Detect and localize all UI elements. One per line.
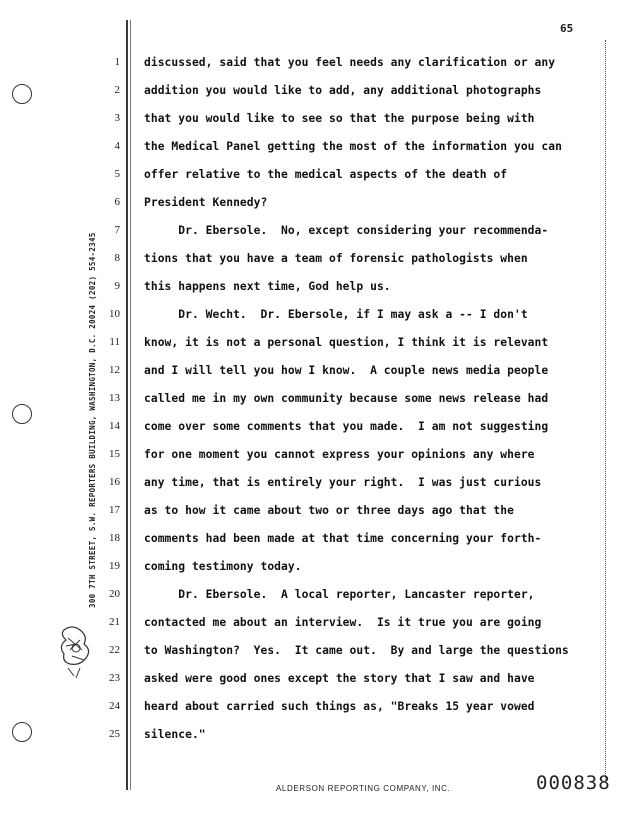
transcript-line: for one moment you cannot express your opinions any where: [144, 448, 535, 461]
transcript-line: contacted me about an interview. Is it true you are going: [144, 616, 542, 629]
line-number: 10: [109, 308, 120, 320]
line-number: 17: [109, 504, 120, 516]
transcript-line: this happens next time, God help us.: [144, 280, 391, 293]
line-number: 21: [109, 616, 120, 628]
transcript-line: President Kennedy?: [144, 196, 268, 209]
line-number: 14: [109, 420, 120, 432]
transcript-line: come over some comments that you made. I am not suggesting: [144, 420, 549, 433]
transcript-line: any time, that is entirely your right. I was just curious: [144, 476, 542, 489]
page-number: 65: [560, 22, 574, 35]
transcript-line: tions that you have a team of forensic pathologists when: [144, 252, 528, 265]
line-number: 8: [114, 252, 120, 264]
line-number: 20: [109, 588, 120, 600]
line-number: 9: [114, 280, 120, 292]
line-number: 11: [109, 336, 120, 348]
transcript-line: Dr. Ebersole. A local reporter, Lancaster reporter,: [144, 588, 535, 601]
line-number: 22: [109, 644, 120, 656]
line-number: 5: [114, 168, 120, 180]
line-number: 15: [109, 448, 120, 460]
transcript-line: heard about carried such things as, "Breaks 15 year vowed: [144, 700, 535, 713]
line-number: 6: [114, 196, 120, 208]
line-number: 1: [114, 56, 120, 68]
line-number: 19: [109, 560, 120, 572]
transcript-line: addition you would like to add, any additional photographs: [144, 84, 542, 97]
line-number: 13: [109, 392, 120, 404]
right-margin-rule: [605, 40, 606, 780]
transcript-line: comments had been made at that time concerning your forth-: [144, 532, 542, 545]
reporting-company-footer: ALDERSON REPORTING COMPANY, INC.: [276, 784, 451, 793]
transcript-line: know, it is not a personal question, I think it is relevant: [144, 336, 549, 349]
line-number: 7: [114, 224, 120, 236]
line-number: 25: [109, 728, 120, 740]
transcript-page: 300 7TH STREET, S.W. REPORTERS BUILDING, WASHINGTON, D.C. 20024 (202) 554-2345 65 1 2 3 4 5 6 7 8 9 10 11 12 13 14 15 16 17 18 19 20 21 22 23 24 25 discussed, said that you feel needs any clarification or any addition you would like to add, any additional photographs that you would like to see so that the purpose being with the Medical Panel getting the most of the information you can offer relative to the medical aspects of the death of President Kennedy? Dr. Ebersole. No, except considering your recommenda- tions that you have a team of forensic pathologists when this happens next time, God help us. Dr. Wecht. Dr. Ebersole, if I may ask a -- I don't know, it is not a personal question, I think it is relevant and I will tell you how I know. A couple news media people called me in my own community because some news release had come over some comments that you made. I am not suggesting for one moment you cannot express your opinions any where any time, that is entirely your right. I was just curious as to how it came about two or three days ago that the comments had been made at that time concerning your forth- coming testimony today. Dr. Ebersole. A local reporter, Lancaster reporter, contacted me about an interview. Is it true you are going to Washington? Yes. It came out. By and large the questions asked were good ones except the story that I saw and have heard about carried such things as, "Breaks 15 year vowed silence." ALDERSON REPORTING COMPANY, INC. 000838: [0, 0, 640, 824]
line-number: 16: [109, 476, 120, 488]
left-margin-rule: [126, 20, 128, 790]
transcript-line: called me in my own community because some news release had: [144, 392, 549, 405]
transcript-line: discussed, said that you feel needs any clarification or any: [144, 56, 556, 69]
line-number: 12: [109, 364, 120, 376]
transcript-line: silence.": [144, 728, 206, 741]
transcript-line: Dr. Wecht. Dr. Ebersole, if I may ask a -- I don't: [144, 308, 528, 321]
transcript-line: coming testimony today.: [144, 560, 302, 573]
binder-hole-middle: [12, 404, 32, 424]
left-margin-rule-inner: [130, 20, 131, 790]
line-number: 18: [109, 532, 120, 544]
transcript-line: asked were good ones except the story that I saw and have: [144, 672, 535, 685]
transcript-line: and I will tell you how I know. A couple news media people: [144, 364, 549, 377]
transcript-line: to Washington? Yes. It came out. By and large the questions: [144, 644, 569, 657]
transcript-line: the Medical Panel getting the most of the information you can: [144, 140, 562, 153]
line-number: 24: [109, 700, 120, 712]
line-number: 3: [114, 112, 120, 124]
binder-hole-bottom: [12, 722, 32, 742]
line-number: 4: [114, 140, 120, 152]
transcript-line: offer relative to the medical aspects of the death of: [144, 168, 508, 181]
document-id: 000838: [536, 772, 611, 794]
line-number: 2: [114, 84, 120, 96]
line-number: 23: [109, 672, 120, 684]
notary-seal-mark: [58, 620, 96, 680]
transcript-line: that you would like to see so that the purpose being with: [144, 112, 535, 125]
transcript-line: as to how it came about two or three days ago that the: [144, 504, 514, 517]
transcript-line: Dr. Ebersole. No, except considering your recommenda-: [144, 224, 549, 237]
binder-hole-top: [12, 84, 32, 104]
